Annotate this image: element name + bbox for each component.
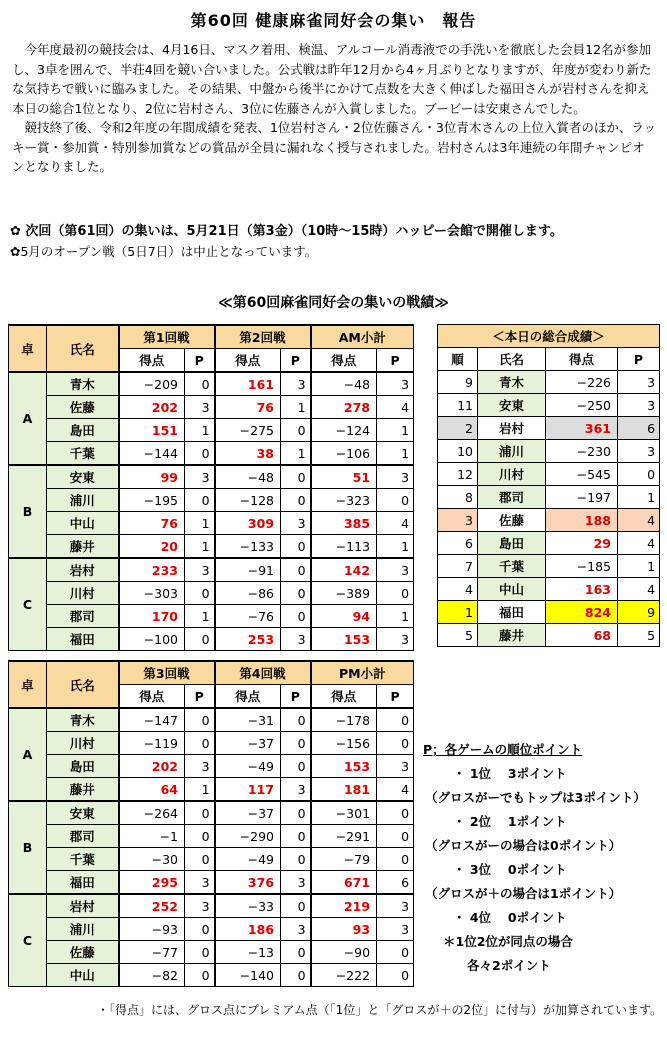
score-footnote: ・「得点」には、グロス点にプレミアム点（「1位」と「グロスが＋の2位」に付与）が加算されています。	[97, 1003, 662, 1017]
table-label: A	[9, 372, 47, 465]
points-cell: 4	[377, 778, 414, 802]
score-cell: −30	[119, 848, 185, 871]
player-name: 郡司	[47, 605, 119, 628]
player-name: 中山	[47, 964, 119, 987]
points-cell: 0	[185, 941, 215, 964]
overall-row	[438, 601, 660, 624]
pm-results-table	[8, 660, 414, 987]
legend-line: ＊1位2位が同点の場合	[443, 934, 573, 949]
score-cell: 161	[215, 372, 281, 396]
points-header: P	[281, 685, 311, 709]
game1-header: 第3回戦	[119, 661, 215, 685]
subtotal-header: PM小計	[311, 661, 414, 685]
points-cell: 0	[185, 708, 215, 732]
table-label: B	[9, 465, 47, 558]
points-cell: 3	[377, 558, 414, 582]
player-name: 青木	[478, 371, 546, 394]
score-cell: 278	[311, 396, 377, 419]
points-cell: 0	[281, 825, 311, 848]
score-cell: −545	[546, 463, 618, 486]
legend-line: ・ 1位 3ポイント	[453, 766, 567, 781]
player-name: 川村	[47, 582, 119, 605]
score-cell: −195	[119, 489, 185, 512]
score-cell: −91	[215, 558, 281, 582]
points-cell: 0	[281, 848, 311, 871]
score-cell: 219	[311, 894, 377, 918]
score-cell: −49	[215, 755, 281, 778]
score-header: 得点	[311, 349, 377, 373]
player-name: 青木	[47, 708, 119, 732]
points-cell: 0	[377, 582, 414, 605]
score-cell: 163	[546, 578, 618, 601]
score-cell: −90	[311, 941, 377, 964]
points-cell: 3	[618, 440, 660, 463]
table-label: C	[9, 558, 47, 651]
player-name: 中山	[478, 578, 546, 601]
points-cell: 3	[185, 894, 215, 918]
player-name: 千葉	[47, 442, 119, 466]
score-cell: 295	[119, 871, 185, 895]
points-cell: 1	[281, 442, 311, 466]
points-cell: 0	[185, 964, 215, 987]
points-cell: 0	[281, 708, 311, 732]
score-cell: −133	[215, 535, 281, 559]
points-cell: 1	[281, 396, 311, 419]
score-cell: 99	[119, 465, 185, 489]
score-cell: −1	[119, 825, 185, 848]
player-name: 藤井	[47, 778, 119, 802]
am-results-table	[8, 324, 414, 651]
points-cell: 3	[377, 894, 414, 918]
score-cell: −113	[311, 535, 377, 559]
score-header: 得点	[119, 349, 185, 373]
table-label: C	[9, 894, 47, 987]
points-cell: 0	[377, 825, 414, 848]
score-cell: −291	[311, 825, 377, 848]
points-cell: 4	[618, 532, 660, 555]
points-cell: 3	[281, 628, 311, 651]
overall-score-header: 得点	[546, 348, 618, 371]
points-cell: 1	[185, 512, 215, 535]
score-cell: −389	[311, 582, 377, 605]
points-header: P	[185, 685, 215, 709]
rank-cell: 7	[438, 555, 478, 578]
score-cell: −250	[546, 394, 618, 417]
score-cell: −197	[546, 486, 618, 509]
name-header-cell: 氏名	[47, 661, 119, 708]
points-cell: 3	[281, 871, 311, 895]
points-cell: 0	[185, 372, 215, 396]
score-cell: −290	[215, 825, 281, 848]
open-match-cancel-notice: ✿5月のオープン戦（5日7日）は中止となっています。	[10, 244, 318, 259]
points-cell: 0	[377, 964, 414, 987]
points-cell: 3	[185, 465, 215, 489]
points-cell: 0	[281, 964, 311, 987]
score-cell: −323	[311, 489, 377, 512]
score-cell: −49	[215, 848, 281, 871]
points-cell: 3	[185, 396, 215, 419]
score-cell: 824	[546, 601, 618, 624]
points-cell: 0	[281, 582, 311, 605]
score-cell: 151	[119, 419, 185, 442]
legend-line: （グロスが＋の場合は1ポイント）	[425, 886, 622, 901]
points-cell: 9	[618, 601, 660, 624]
score-cell: −82	[119, 964, 185, 987]
score-cell: −119	[119, 732, 185, 755]
score-cell: 233	[119, 558, 185, 582]
rank-cell: 12	[438, 463, 478, 486]
player-name: 福田	[47, 871, 119, 895]
next-meeting-notice: ✿ 次回（第61回）の集いは、5月21日（第3金）（10時～15時）ハッピー会館で開催します。	[10, 224, 563, 239]
points-cell: 0	[377, 489, 414, 512]
points-cell: 0	[281, 535, 311, 559]
score-cell: 153	[311, 755, 377, 778]
points-cell: 1	[185, 778, 215, 802]
points-cell: 0	[185, 801, 215, 825]
points-cell: 3	[185, 755, 215, 778]
player-name: 安東	[47, 465, 119, 489]
score-cell: −79	[311, 848, 377, 871]
score-cell: 153	[311, 628, 377, 651]
score-cell: −147	[119, 708, 185, 732]
score-header: 得点	[119, 685, 185, 709]
player-name: 川村	[478, 463, 546, 486]
score-cell: 38	[215, 442, 281, 466]
points-cell: 0	[281, 894, 311, 918]
legend-line: ・ 2位 1ポイント	[453, 814, 567, 829]
player-name: 中山	[47, 512, 119, 535]
score-cell: 20	[119, 535, 185, 559]
player-name: 青木	[47, 372, 119, 396]
overall-row	[438, 624, 660, 647]
player-name: 岩村	[478, 417, 546, 440]
legend-line: （グロスがーでもトップは3ポイント）	[425, 790, 646, 805]
points-cell: 3	[185, 871, 215, 895]
points-cell: 0	[185, 848, 215, 871]
player-name: 島田	[47, 755, 119, 778]
score-cell: −37	[215, 801, 281, 825]
player-name: 川村	[47, 732, 119, 755]
points-header: P	[377, 685, 414, 709]
score-cell: 202	[119, 396, 185, 419]
points-cell: 3	[281, 778, 311, 802]
points-cell: 1	[377, 419, 414, 442]
overall-row	[438, 509, 660, 532]
score-cell: −209	[119, 372, 185, 396]
points-cell: 4	[618, 509, 660, 532]
rank-cell: 10	[438, 440, 478, 463]
score-cell: −77	[119, 941, 185, 964]
overall-rank-header: 順	[438, 348, 478, 371]
points-cell: 0	[185, 918, 215, 941]
subtotal-header: AM小計	[311, 325, 414, 349]
score-cell: −48	[215, 465, 281, 489]
name-header-cell: 氏名	[47, 325, 119, 372]
score-cell: 186	[215, 918, 281, 941]
points-cell: 1	[377, 442, 414, 466]
points-cell: 0	[377, 801, 414, 825]
player-name: 千葉	[47, 848, 119, 871]
overall-p-header: P	[618, 348, 660, 371]
player-name: 岩村	[47, 894, 119, 918]
score-cell: −275	[215, 419, 281, 442]
table-label: B	[9, 801, 47, 894]
rank-cell: 6	[438, 532, 478, 555]
page-title: 第60回 健康麻雀同好会の集い 報告	[190, 11, 477, 30]
points-header: P	[185, 349, 215, 373]
score-header: 得点	[215, 685, 281, 709]
overall-title: ＜本日の総合成績＞	[438, 325, 660, 348]
legend-title: P；各ゲームの順位ポイント	[423, 742, 583, 757]
score-cell: −185	[546, 555, 618, 578]
table-header-cell: 卓	[9, 661, 47, 708]
overall-row	[438, 578, 660, 601]
intro-text	[12, 40, 657, 177]
score-cell: −301	[311, 801, 377, 825]
points-cell: 1	[618, 486, 660, 509]
game2-header: 第2回戦	[215, 325, 311, 349]
intro-paragraph-1: 今年度最初の競技会は、4月16日、マスク着用、検温、アルコール消毒液での手洗いを徹底した会員12名が参加し、3卓を囲んで、半荘4回を競い合いました。公式戦は昨年12月から4ヶ月ぶりとなりますが、年度が変わり新たな気持ちで戦いに臨みました。その結果、中盤から後半にかけて点数を大きく伸ばした福田さんが岩村さんを抑え本日の総合1位となり、2位に岩村さん、3位に佐藤さんが入賞しました。ブービーは安東さんでした。	[12, 42, 652, 116]
score-cell: −264	[119, 801, 185, 825]
score-cell: 253	[215, 628, 281, 651]
score-cell: 76	[119, 512, 185, 535]
score-cell: 64	[119, 778, 185, 802]
score-cell: 170	[119, 605, 185, 628]
points-cell: 0	[185, 582, 215, 605]
points-cell: 0	[281, 605, 311, 628]
points-cell: 1	[618, 555, 660, 578]
overall-row	[438, 371, 660, 394]
game2-header: 第4回戦	[215, 661, 311, 685]
points-cell: 6	[618, 417, 660, 440]
score-cell: −128	[215, 489, 281, 512]
points-cell: 0	[377, 941, 414, 964]
points-cell: 0	[281, 801, 311, 825]
player-name: 安東	[47, 801, 119, 825]
game1-header: 第1回戦	[119, 325, 215, 349]
player-name: 浦川	[47, 489, 119, 512]
results-title: ≪第60回麻雀同好会の集いの戦績≫	[218, 295, 449, 311]
player-name: 福田	[478, 601, 546, 624]
points-cell: 3	[377, 372, 414, 396]
score-cell: −178	[311, 708, 377, 732]
points-cell: 1	[185, 419, 215, 442]
intro-paragraph-2: 競技終了後、令和2年度の年間成績を発表、1位岩村さん・2位佐藤さん・3位青木さんの上位入賞者のほか、ラッキー賞・参加賞・特別参加賞などの賞品が全員に漏れなく授与されました。岩村さんは3年連続の年間チャンピオンとなりました。	[12, 120, 657, 174]
points-cell: 3	[618, 371, 660, 394]
score-cell: −156	[311, 732, 377, 755]
points-cell: 3	[281, 372, 311, 396]
score-cell: 94	[311, 605, 377, 628]
points-cell: 3	[618, 394, 660, 417]
points-cell: 0	[377, 708, 414, 732]
points-cell: 3	[377, 465, 414, 489]
points-cell: 0	[281, 489, 311, 512]
points-cell: 1	[377, 535, 414, 559]
player-name: 佐藤	[47, 941, 119, 964]
score-cell: −226	[546, 371, 618, 394]
rank-cell: 5	[438, 624, 478, 647]
score-cell: 202	[119, 755, 185, 778]
points-cell: 1	[185, 605, 215, 628]
score-cell: 252	[119, 894, 185, 918]
overall-row	[438, 555, 660, 578]
player-name: 島田	[47, 419, 119, 442]
points-header: P	[281, 349, 311, 373]
points-cell: 0	[185, 442, 215, 466]
points-cell: 4	[377, 512, 414, 535]
score-cell: −31	[215, 708, 281, 732]
score-cell: 309	[215, 512, 281, 535]
score-cell: 188	[546, 509, 618, 532]
score-cell: 671	[311, 871, 377, 895]
score-cell: −144	[119, 442, 185, 466]
score-cell: −33	[215, 894, 281, 918]
points-cell: 4	[618, 578, 660, 601]
overall-row	[438, 394, 660, 417]
overall-row	[438, 486, 660, 509]
rank-cell: 8	[438, 486, 478, 509]
rank-cell: 1	[438, 601, 478, 624]
score-cell: −222	[311, 964, 377, 987]
points-cell: 3	[281, 918, 311, 941]
legend-line: ・ 4位 0ポイント	[453, 910, 567, 925]
player-name: 藤井	[47, 535, 119, 559]
points-cell: 6	[377, 871, 414, 895]
score-cell: −13	[215, 941, 281, 964]
points-cell: 0	[618, 463, 660, 486]
score-cell: 51	[311, 465, 377, 489]
player-name: 佐藤	[478, 509, 546, 532]
score-cell: −48	[311, 372, 377, 396]
score-cell: 117	[215, 778, 281, 802]
points-cell: 3	[377, 628, 414, 651]
legend-line: 各々2ポイント	[467, 958, 551, 973]
points-cell: 3	[281, 512, 311, 535]
score-cell: −230	[546, 440, 618, 463]
player-name: 郡司	[478, 486, 546, 509]
player-name: 福田	[47, 628, 119, 651]
player-name: 安東	[478, 394, 546, 417]
score-cell: 93	[311, 918, 377, 941]
score-header: 得点	[311, 685, 377, 709]
points-cell: 0	[185, 628, 215, 651]
table-header-cell: 卓	[9, 325, 47, 372]
overall-row	[438, 440, 660, 463]
player-name: 佐藤	[47, 396, 119, 419]
player-name: 藤井	[478, 624, 546, 647]
score-cell: −303	[119, 582, 185, 605]
score-cell: 181	[311, 778, 377, 802]
points-cell: 1	[377, 605, 414, 628]
score-cell: 376	[215, 871, 281, 895]
points-legend	[423, 740, 646, 980]
points-cell: 0	[281, 941, 311, 964]
overall-name-header: 氏名	[478, 348, 546, 371]
points-cell: 0	[185, 489, 215, 512]
player-name: 岩村	[47, 558, 119, 582]
table-label: A	[9, 708, 47, 801]
score-cell: −86	[215, 582, 281, 605]
overall-row	[438, 532, 660, 555]
overall-row	[438, 463, 660, 486]
score-cell: 68	[546, 624, 618, 647]
player-name: 浦川	[47, 918, 119, 941]
points-cell: 0	[281, 755, 311, 778]
overall-row	[438, 417, 660, 440]
rank-cell: 3	[438, 509, 478, 532]
points-header: P	[377, 349, 414, 373]
player-name: 浦川	[478, 440, 546, 463]
score-cell: 385	[311, 512, 377, 535]
points-cell: 0	[377, 848, 414, 871]
overall-results-table	[437, 324, 660, 647]
score-cell: −124	[311, 419, 377, 442]
points-cell: 3	[185, 558, 215, 582]
points-cell: 0	[281, 558, 311, 582]
points-cell: 4	[377, 396, 414, 419]
points-cell: 1	[185, 535, 215, 559]
points-cell: 0	[281, 465, 311, 489]
legend-line: ・ 3位 0ポイント	[453, 862, 567, 877]
score-cell: −37	[215, 732, 281, 755]
points-cell: 0	[377, 732, 414, 755]
score-cell: −106	[311, 442, 377, 466]
player-name: 千葉	[478, 555, 546, 578]
score-cell: −76	[215, 605, 281, 628]
rank-cell: 4	[438, 578, 478, 601]
score-cell: 76	[215, 396, 281, 419]
legend-line: （グロスがーの場合は0ポイント）	[425, 838, 622, 853]
points-cell: 5	[618, 624, 660, 647]
points-cell: 3	[377, 918, 414, 941]
points-cell: 0	[281, 419, 311, 442]
points-cell: 0	[185, 732, 215, 755]
rank-cell: 11	[438, 394, 478, 417]
rank-cell: 2	[438, 417, 478, 440]
score-cell: 361	[546, 417, 618, 440]
player-name: 郡司	[47, 825, 119, 848]
rank-cell: 9	[438, 371, 478, 394]
points-cell: 0	[281, 732, 311, 755]
score-cell: −100	[119, 628, 185, 651]
points-cell: 0	[185, 825, 215, 848]
score-cell: 29	[546, 532, 618, 555]
score-cell: −140	[215, 964, 281, 987]
points-cell: 3	[377, 755, 414, 778]
score-header: 得点	[215, 349, 281, 373]
score-cell: 142	[311, 558, 377, 582]
score-cell: −93	[119, 918, 185, 941]
player-name: 島田	[478, 532, 546, 555]
